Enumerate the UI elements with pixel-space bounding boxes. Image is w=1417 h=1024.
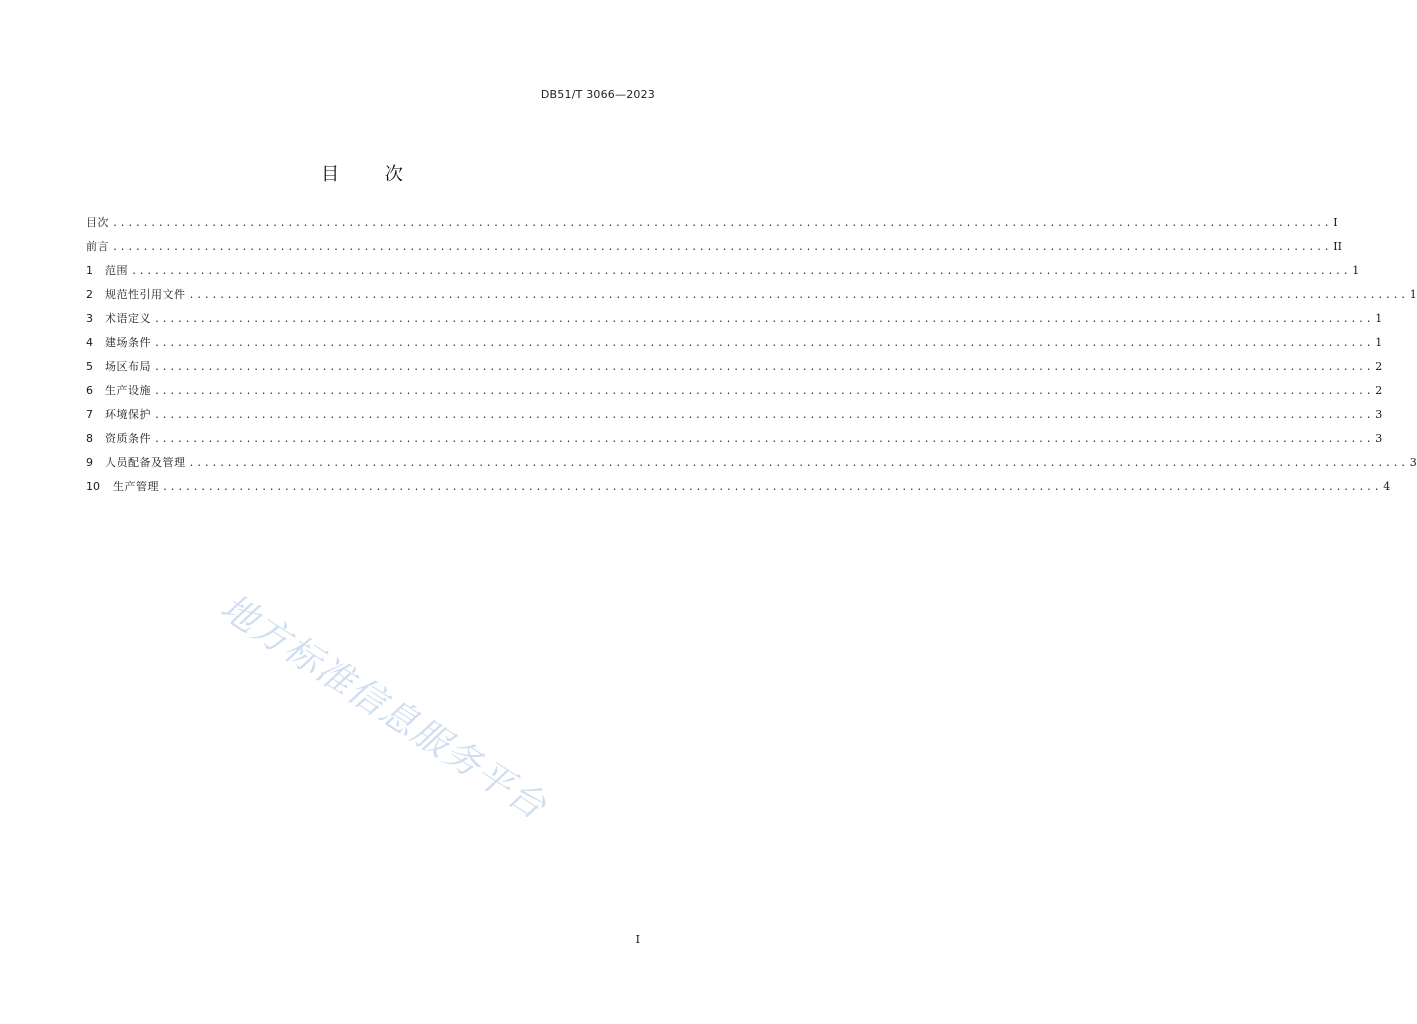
toc-leader-dots: ................................................................................................................................................................: [188, 290, 1408, 301]
toc-entry-label: 术语定义: [105, 312, 151, 325]
toc-entry-5[interactable]: [86, 358, 1383, 382]
toc-entry-number: 9: [86, 456, 93, 469]
toc-entry-label: 范围: [105, 264, 128, 277]
toc-entry-contents[interactable]: [86, 214, 1338, 238]
watermark: 地方标准信息服务平台: [212, 586, 554, 829]
toc-leader-dots: ................................................................................................................................................................: [154, 434, 1374, 445]
toc-entry-number: 6: [86, 384, 93, 397]
page-number: I: [635, 933, 640, 946]
toc-leader-dots: ................................................................................................................................................................: [188, 458, 1408, 469]
toc-entry-page: 1: [1375, 312, 1383, 325]
page-title: 目 次: [321, 164, 423, 185]
table-of-contents: [86, 214, 1417, 502]
toc-entry-number: 4: [86, 336, 93, 349]
toc-entry-page: 3: [1409, 456, 1417, 469]
toc-entry-9[interactable]: [86, 454, 1417, 478]
toc-entry-number: 2: [86, 288, 93, 301]
toc-entry-foreword[interactable]: [86, 238, 1342, 262]
toc-entry-number: 7: [86, 408, 93, 421]
toc-leader-dots: ................................................................................................................................................................: [154, 386, 1374, 397]
toc-entry-label: 目次: [86, 216, 109, 229]
document-code: DB51/T 3066—2023: [540, 88, 655, 101]
toc-entry-4[interactable]: [86, 334, 1383, 358]
toc-entry-page: 2: [1375, 384, 1383, 397]
toc-entry-3[interactable]: [86, 310, 1383, 334]
toc-entry-label: 建场条件: [105, 336, 151, 349]
toc-entry-page: 3: [1375, 432, 1383, 445]
toc-entry-label: 人员配备及管理: [105, 456, 186, 469]
toc-entry-number: 5: [86, 360, 93, 373]
toc-entry-label: 环境保护: [105, 408, 151, 421]
toc-entry-page: 4: [1383, 480, 1391, 493]
toc-leader-dots: ................................................................................................................................................................: [154, 362, 1374, 373]
toc-entry-2[interactable]: [86, 286, 1417, 310]
toc-entry-number: 10: [86, 480, 100, 493]
toc-entry-page: I: [1333, 216, 1338, 229]
toc-entry-10[interactable]: [86, 478, 1391, 502]
toc-leader-dots: ................................................................................................................................................................: [112, 242, 1332, 253]
toc-entry-1[interactable]: [86, 262, 1360, 286]
toc-entry-number: 1: [86, 264, 93, 277]
toc-entry-page: 2: [1375, 360, 1383, 373]
toc-entry-number: 3: [86, 312, 93, 325]
toc-entry-page: 1: [1375, 336, 1383, 349]
toc-leader-dots: ................................................................................................................................................................: [154, 314, 1374, 325]
toc-entry-label: 生产管理: [113, 480, 159, 493]
toc-entry-page: 1: [1352, 264, 1360, 277]
toc-leader-dots: ................................................................................................................................................................: [162, 482, 1382, 493]
toc-entry-page: II: [1333, 240, 1342, 253]
toc-entry-label: 生产设施: [105, 384, 151, 397]
toc-entry-page: 3: [1375, 408, 1383, 421]
toc-entry-6[interactable]: [86, 382, 1383, 406]
toc-entry-label: 场区布局: [105, 360, 151, 373]
toc-entry-label: 资质条件: [105, 432, 151, 445]
toc-entry-label: 规范性引用文件: [105, 288, 186, 301]
toc-leader-dots: ................................................................................................................................................................: [154, 338, 1374, 349]
toc-entry-7[interactable]: [86, 406, 1383, 430]
toc-leader-dots: ................................................................................................................................................................: [131, 266, 1351, 277]
toc-entry-label: 前言: [86, 240, 109, 253]
toc-entry-page: 1: [1409, 288, 1417, 301]
toc-entry-8[interactable]: [86, 430, 1383, 454]
toc-leader-dots: ................................................................................................................................................................: [112, 218, 1332, 229]
toc-entry-number: 8: [86, 432, 93, 445]
toc-leader-dots: ................................................................................................................................................................: [154, 410, 1374, 421]
